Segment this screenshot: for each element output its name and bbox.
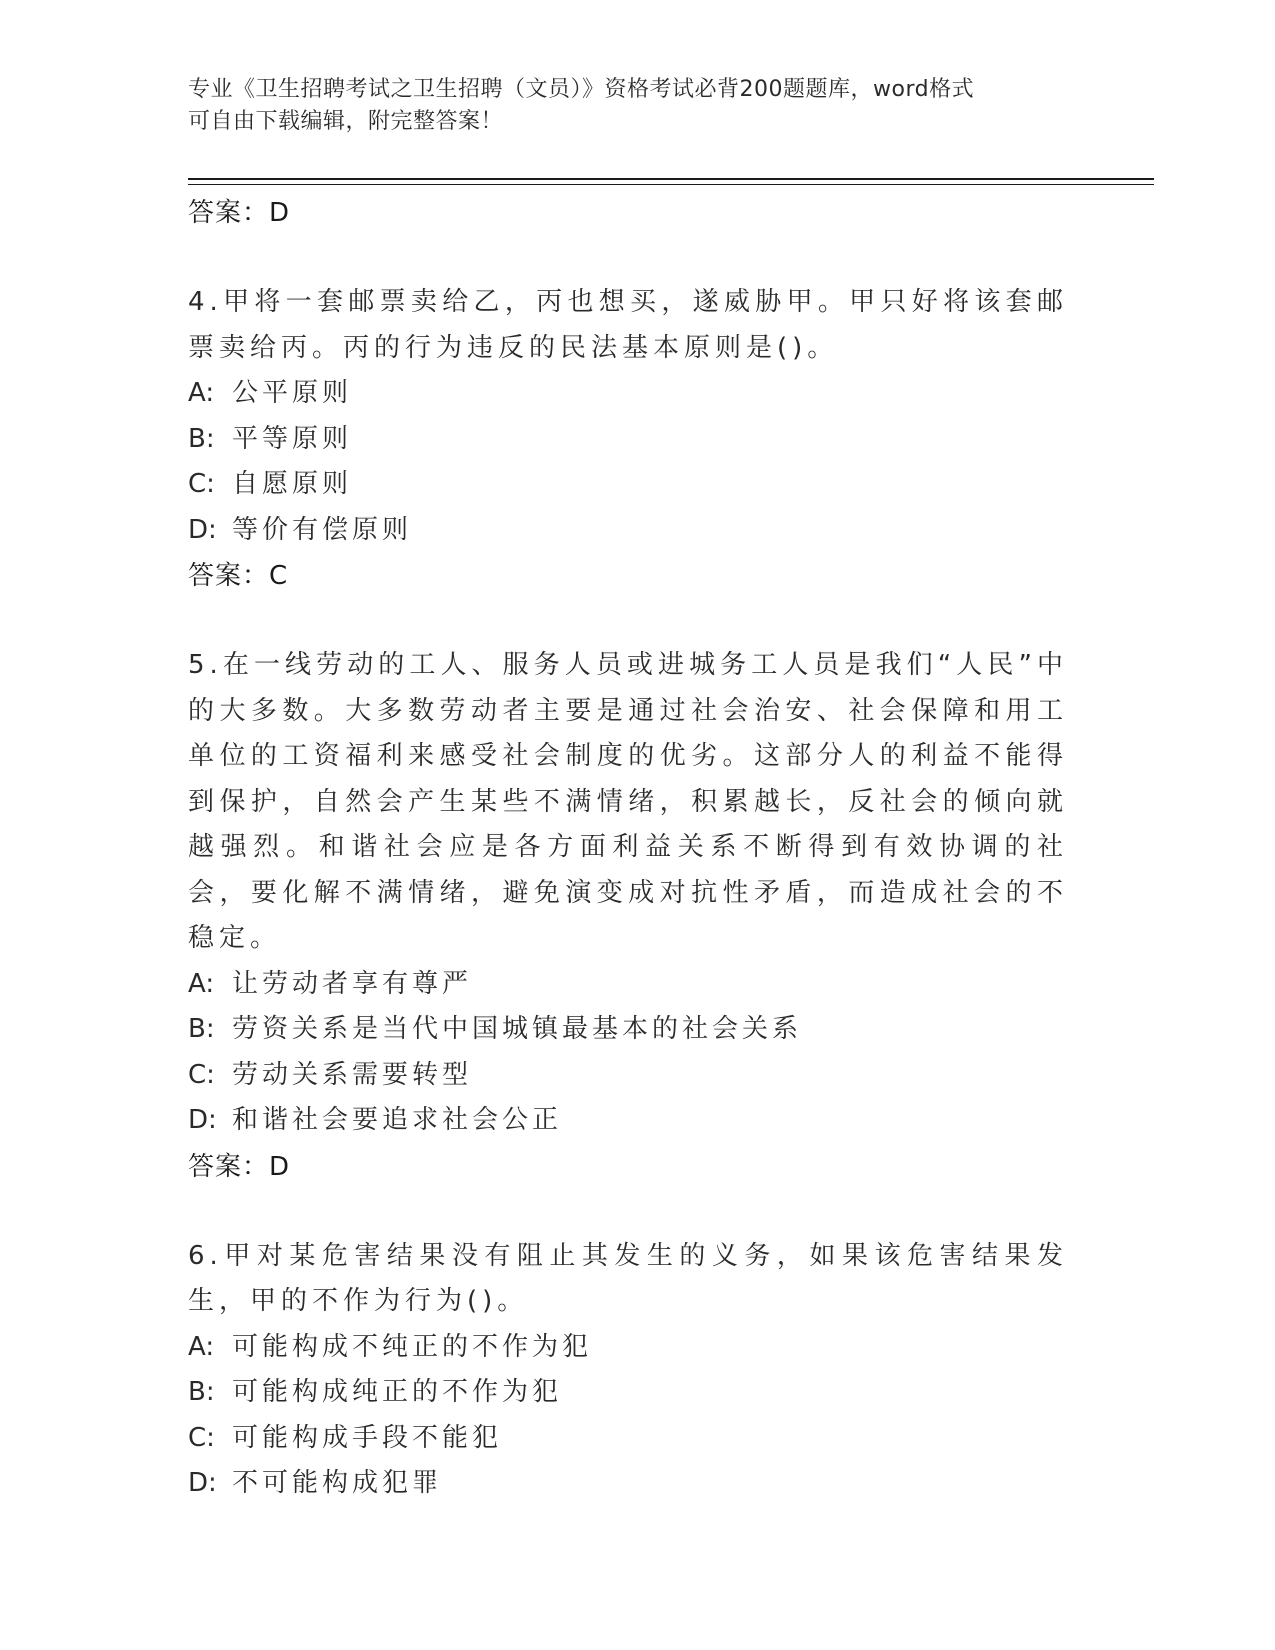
question-4-option-d [188,508,1068,554]
option-text: 劳资关系是当代中国城镇最基本的社会关系 [232,1014,803,1044]
option-letter: C: [188,1059,215,1090]
header-divider-thick [188,178,1154,180]
question-block-5 [188,643,1068,1190]
question-block-4 [188,280,1068,599]
option-letter: B: [188,1014,215,1044]
option-letter: A: [188,378,215,408]
option-letter: C: [188,469,215,499]
option-letter: D: [188,1105,217,1135]
option-text: 等价有偿原则 [232,514,413,545]
option-letter: A: [188,1331,215,1362]
option-text: 让劳动者享有尊严 [232,968,473,999]
page-header [188,74,1068,138]
question-4-option-c [188,462,1068,508]
option-text: 劳动关系需要转型 [232,1059,473,1090]
header-divider-thin [188,184,1154,185]
option-text: 可能构成手段不能犯 [232,1422,503,1453]
option-letter: D: [188,1468,217,1498]
question-5-option-d [188,1098,1068,1144]
option-text: 可能构成不纯正的不作为犯 [232,1331,593,1362]
question-5-option-c [188,1053,1068,1099]
option-letter: C: [188,1422,215,1453]
question-5-option-a [188,962,1068,1008]
option-letter: B: [188,1377,215,1407]
option-text: 自愿原则 [232,469,353,499]
answer-q3: 答案：D [188,198,291,228]
question-text-6: 6.甲对某危害结果没有阻止其发生的义务，如果该危害结果发生，甲的不作为行为()。 [188,1240,1068,1316]
option-text: 不可能构成犯罪 [232,1468,443,1498]
question-text-5: 5.在一线劳动的工人、服务人员或进城务工人员是我们“人民”中的大多数。大多数劳动者主要是通过社会治安、社会保障和用工单位的工资福利来感受社会制度的优劣。这部分人的利益不能得到保护，自然会产生某些不满情绪，积累越长，反社会的倾向就越强烈。和谐社会应是各方面利益关系不断得到有效协调的社会，要化解不满情绪，避免演变成对抗性矛盾，而造成社会的不稳定。 [188,650,1068,953]
header-line-1: 专业《卫生招聘考试之卫生招聘（文员）》资格考试必背200题题库，word格式 [188,77,975,102]
question-5-option-b [188,1007,1068,1053]
answer-q4: 答案：C [188,561,289,591]
question-6-option-d [188,1461,1068,1507]
option-letter: B: [188,423,215,454]
question-block-6 [188,1234,1068,1507]
question-6-option-b [188,1370,1068,1416]
question-4-option-b [188,417,1068,463]
question-text-4: 4.甲将一套邮票卖给乙，丙也想买，遂威胁甲。甲只好将该套邮票卖给丙。丙的行为违反的民法基本原则是()。 [188,287,1068,363]
option-text: 可能构成纯正的不作为犯 [232,1377,563,1407]
document-body [188,190,1068,1507]
option-text: 公平原则 [232,378,353,408]
option-letter: D: [188,514,217,545]
header-line-2: 可自由下载编辑，附完整答案！ [188,109,504,134]
option-text: 平等原则 [232,423,353,454]
option-text: 和谐社会要追求社会公正 [232,1105,563,1135]
option-letter: A: [188,968,215,999]
question-6-option-a [188,1325,1068,1371]
question-6-option-c [188,1416,1068,1462]
question-4-option-a [188,371,1068,417]
answer-q5: 答案：D [188,1151,291,1182]
